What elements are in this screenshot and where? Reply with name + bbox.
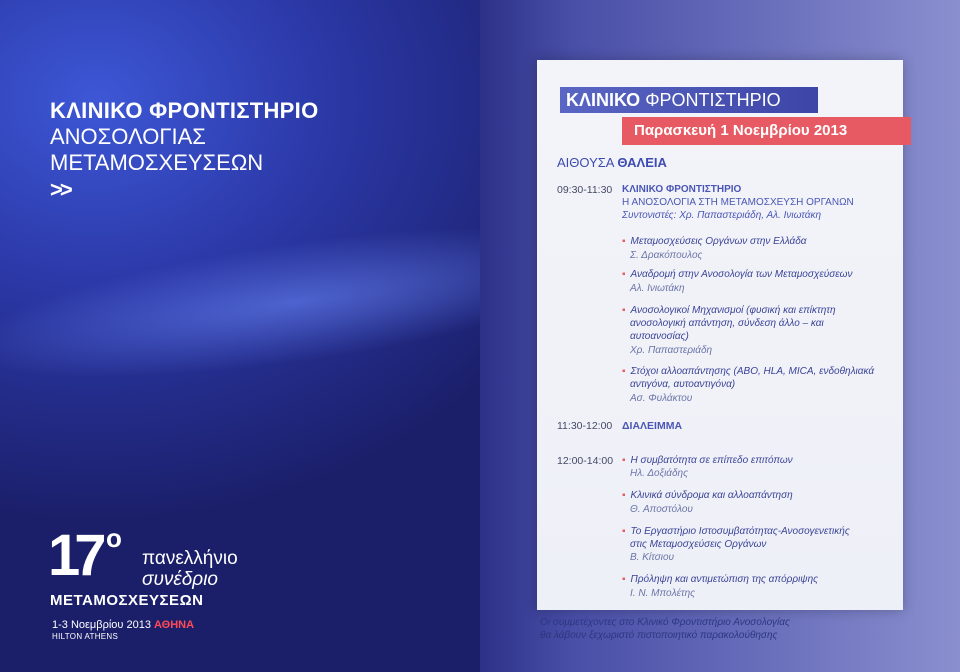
talk-title-cont: αυτοανοσίας) [630, 331, 689, 342]
talk-title [622, 455, 793, 466]
session1-time: 09:30-11:30 [557, 184, 613, 196]
talk-title [622, 305, 836, 316]
talk-title [622, 574, 818, 585]
logo-line1: πανελλήνιο [142, 548, 238, 569]
cover-title-line2: ΑΝΟΣΟΛΟΓΙΑΣ [50, 124, 206, 149]
talk-title-text: Η συμβατότητα σε επίπεδο επιτόπων [630, 455, 793, 466]
cover-title-line1: ΚΛΙΝΙΚΟ ΦΡΟΝΤΙΣΤΗΡΙΟ [50, 98, 319, 123]
talk-title-text: Μεταμοσχεύσεις Οργάνων στην Ελλάδα [630, 236, 807, 247]
room-label [557, 155, 667, 170]
congress-logo [48, 523, 248, 615]
talk-title-text: Πρόληψη και αντιμετώπιση της απόρριψης [630, 574, 818, 585]
talk-speaker: Ασ. Φυλάκτου [630, 393, 693, 404]
cover-title [50, 97, 319, 204]
bullet-icon: ▪ [622, 490, 626, 501]
cover-title-line3: ΜΕΤΑΜΟΣΧΕΥΣΕΩΝ [50, 150, 264, 175]
talk-title [622, 526, 850, 537]
talk-title-cont: ανοσολογική απάντηση, σύνδεση άλλο – και [630, 318, 824, 329]
break-label: ΔΙΑΛΕΙΜΜΑ [622, 420, 683, 432]
session2-time: 12:00-14:00 [557, 455, 614, 467]
bullet-icon: ▪ [622, 574, 626, 585]
room-prefix: ΑΙΘΟΥΣΑ [557, 155, 614, 170]
talk-title-cont: αντιγόνα, αυτοαντιγόνα) [630, 379, 736, 390]
talk-speaker: Ι. Ν. Μπολέτης [630, 588, 696, 599]
bullet-icon: ▪ [622, 366, 626, 377]
congress-date-text: 1-3 Νοεμβρίου 2013 [52, 619, 151, 631]
room-name: ΘΑΛΕΙΑ [617, 155, 667, 170]
talk-title [622, 236, 807, 247]
bullet-icon: ▪ [622, 269, 626, 280]
program-date-bar: Παρασκευή 1 Νοεμβρίου 2013 [622, 117, 911, 145]
talk-title [622, 366, 874, 377]
talk-speaker: Θ. Αποστόλου [630, 504, 693, 515]
congress-dates [52, 619, 194, 631]
bullet-icon: ▪ [622, 526, 626, 537]
program-title-bar [560, 87, 818, 113]
talk-title-text: Αναδρομή στην Ανοσολογία των Μεταμοσχεύσεων [630, 269, 853, 280]
talk-speaker: Β. Κίτσιου [630, 552, 675, 563]
talk-title-text: Το Εργαστήριο Ιστοσυμβατότητας-Ανοσογενετικής [630, 526, 850, 537]
talk-speaker: Ηλ. Δοξιάδης [630, 468, 688, 479]
bullet-icon: ▪ [622, 236, 626, 247]
talk-speaker: Αλ. Ινιωτάκη [630, 283, 685, 294]
session1-subheading: Η ΑΝΟΣΟΛΟΓΙΑ ΣΤΗ ΜΕΤΑΜΟΣΧΕΥΣΗ ΟΡΓΑΝΩΝ [622, 197, 854, 208]
talk-title-cont: στις Μεταμοσχεύσεις Οργάνων [630, 539, 767, 550]
talk-title [622, 490, 793, 501]
talk-title-text: Ανοσολογικοί Μηχανισμοί (φυσική και επίκτητη [630, 305, 836, 316]
talk-speaker: Χρ. Παπαστεριάδη [630, 345, 713, 356]
session1-coordinators: Συντονιστές: Χρ. Παπαστεριάδη, Αλ. Ινιωτάκη [622, 210, 822, 221]
talk-speaker: Σ. Δρακόπουλος [630, 250, 703, 261]
bullet-icon: ▪ [622, 455, 626, 466]
logo-number: 17 [48, 523, 101, 588]
bullet-icon: ▪ [622, 305, 626, 316]
footer-note-line2: θα λάβουν ξεχωριστό πιστοποιητικό παρακολούθησης [540, 630, 778, 641]
double-chevron-icon: >> [50, 177, 70, 202]
logo-line3: ΜΕΤΑΜΟΣΧΕΥΣΕΩΝ [50, 592, 204, 609]
logo-ordinal: ο [106, 523, 122, 553]
talk-title-text: Στόχοι αλλοαπάντησης (ABO, HLA, MICA, ενδοθηλιακά [630, 366, 875, 377]
talk-title [622, 269, 852, 280]
logo-line2: συνέδριο [142, 569, 218, 590]
footer-note-line1: Οι συμμετέχοντες στο Κλινικό Φροντιστήριο Ανοσολογίας [540, 617, 790, 628]
congress-venue: HILTON ATHENS [52, 632, 119, 641]
talk-title-text: Κλινικά σύνδρομα και αλλοαπάντηση [630, 490, 793, 501]
congress-city: ΑΘΗΝΑ [154, 619, 195, 631]
session1-heading: ΚΛΙΝΙΚΟ ΦΡΟΝΤΙΣΤΗΡΙΟ [622, 184, 742, 195]
program-title-rest: ΦΡΟΝΤΙΣΤΗΡΙΟ [640, 90, 781, 110]
break-time: 11:30-12:00 [557, 420, 613, 432]
program-title-bold: ΚΛΙΝΙΚΟ [566, 90, 641, 110]
